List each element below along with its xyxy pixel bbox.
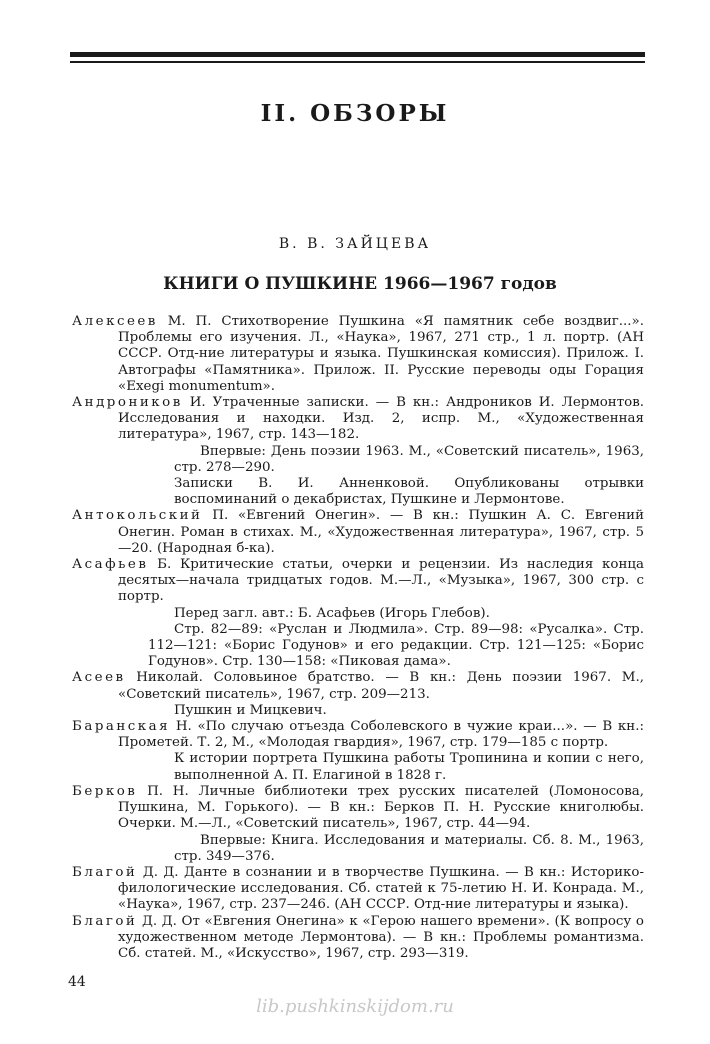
entry-text: Б. Критические статьи, очерки и рецензии. Из наследия конца десятых—начала тридцатых годов. М.—Л., «Музыка», 1967, 300 стр. с портр. [118,557,644,605]
entry-author: Асеев [72,670,126,686]
entry-note: Перед загл. авт.: Б. Асафьев (Игорь Глебов). [174,605,490,621]
bibliography-entry [72,865,644,914]
author-name: В. В. ЗАЙЦЕВА [278,236,432,252]
entry-note: Впервые: Книга. Исследования и материалы. Сб. 8. М., 1963, стр. 349—376. [174,832,644,864]
article-title: КНИГИ О ПУШКИНЕ 1966—1967 годов [163,274,557,294]
entry-note: Стр. 82—89: «Руслан и Людмила». Стр. 89—98: «Русалка». Стр. 112—121: «Борис Годунов» и его редакции. Стр. 121—125: «Борис Годунов». Стр. 130—158: «Пиковая дама». [148,621,644,670]
entry-author: Благой [72,913,138,929]
entry-author: Андроников [72,395,183,411]
entry-text: Д. Д. От «Евгения Онегина» к «Герою нашего времени». (К вопросу о художественном методе Лермонтова). — В кн.: Проблемы романтизма. Сб. статей. М., «Искусство», 1967, стр. 293—319. [118,913,644,961]
entry-text: Д. Д. Данте в сознании и в творчестве Пушкина. — В кн.: Историко-филологические исследования. Сб. статей к 75-летию Н. И. Конрада. М., «Наука», 1967, стр. 237—246. (АН СССР. Отд-ние литературы и языка). [118,864,644,913]
bibliography-entry [72,314,644,395]
entry-author: Берков [72,783,138,799]
bibliography-entry [72,557,644,606]
bibliography-entry [72,719,644,751]
entry-text: Николай. Соловьиное братство. — В кн.: День поэзии 1967. М., «Советский писатель», 1967, стр. 209—213. [118,670,644,702]
section-title: II. ОБЗОРЫ [260,100,450,127]
bibliography-entry [72,395,644,444]
entry-note: К истории портрета Пушкина работы Тропинина и копии с него, выполненной А. П. Елагиной в 1828 г. [174,751,644,783]
entry-note: Записки В. И. Анненковой. Опубликованы отрывки воспоминаний о декабристах, Пушкине и Лермонтове. [174,476,644,508]
bibliography-entry [72,670,644,702]
watermark: lib.pushkinskijdom.ru [256,996,454,1017]
entry-text: И. Утраченные записки. — В кн.: Андроников И. Лермонтов. Исследования и находки. Изд. 2, испр. М., «Художественная литература», 1967, стр. 143—182. [118,395,644,443]
entry-text: П. «Евгений Онегин». — В кн.: Пушкин А. С. Евгений Онегин. Роман в стихах. М., «Художественная литература», 1967, стр. 5—20. (Народная б-ка). [118,508,644,556]
entry-note: Впервые: День поэзии 1963. М., «Советский писатель», 1963, стр. 278—290. [174,443,644,475]
entry-note: Пушкин и Мицкевич. [174,702,327,718]
entry-author: Благой [72,864,138,880]
page-number: 44 [68,974,86,990]
entry-author: Алексеев [72,314,158,329]
entry-author: Баранская [72,719,171,735]
entry-text: Н. «По случаю отъезда Соболевского в чужие краи...». — В кн.: Прометей. Т. 2, М., «Молодая гвардия», 1967, стр. 179—185 с портр. [118,719,644,751]
bibliography-entry [72,914,644,963]
header-rule-thick [70,52,645,57]
bibliography-entry [72,784,644,833]
entry-text: М. П. Стихотворение Пушкина «Я памятник себе воздвиг...». Проблемы его изучения. Л., «Наука», 1967, 271 стр., 1 л. портр. (АН СССР. Отд-ние литературы и языка. Пушкинская комиссия). Прилож. I. Автографы «Памятника». Прилож. II. Русские переводы оды Горация «Exegi monumentum». [118,314,644,394]
bibliography-entry [72,508,644,557]
entry-author: Асафьев [72,557,149,573]
header-rule-thin [70,61,645,63]
entry-text: П. Н. Личные библиотеки трех русских писателей (Ломоносова, Пушкина, М. Горького). — В кн.: Берков П. Н. Русские книголюбы. Очерки. М.—Л., «Советский писатель», 1967, стр. 44—94. [118,783,644,832]
entry-author: Антокольский [72,508,203,524]
bibliography-list [72,314,644,962]
